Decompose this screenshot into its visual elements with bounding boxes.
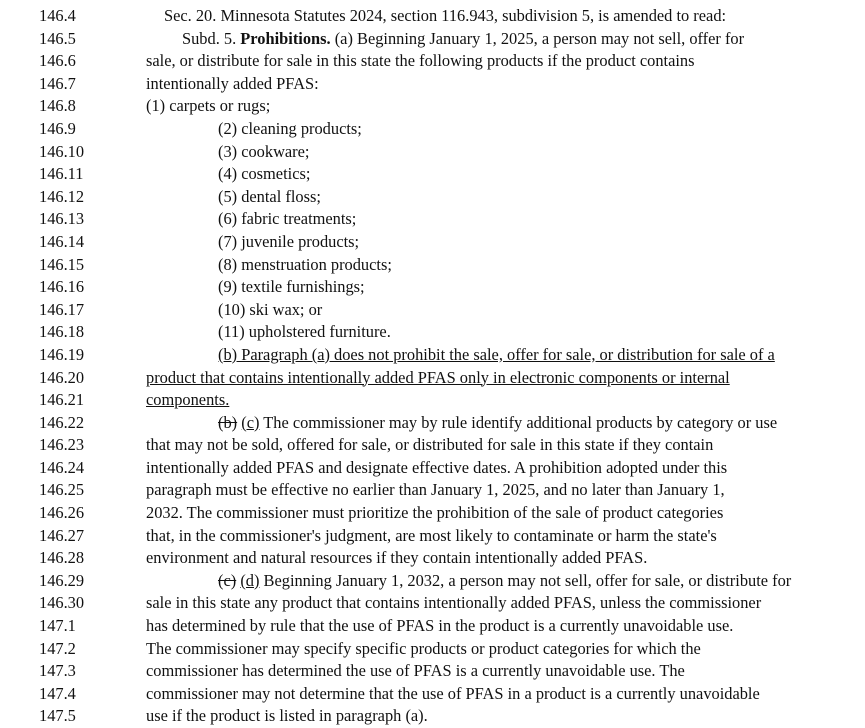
line-147-2 <box>0 638 865 661</box>
line-146-24 <box>0 457 865 480</box>
line-146-12 <box>0 186 865 209</box>
list-item: (7) juvenile products; <box>218 231 360 251</box>
inserted-text: (d) <box>240 570 260 590</box>
line-147-5 <box>0 705 865 728</box>
body-text: environment and natural resources if they contain intentionally added PFAS. <box>146 548 648 568</box>
line-146-20 <box>0 367 865 390</box>
line-146-7 <box>0 73 865 96</box>
line-number: 146.25 <box>39 480 85 500</box>
line-146-29 <box>0 570 865 593</box>
list-item: (4) cosmetics; <box>218 164 311 184</box>
body-text: The commissioner may specify specific products or product categories for which the <box>146 638 701 658</box>
line-146-5 <box>0 28 865 51</box>
line-146-22 <box>0 412 865 435</box>
line-number: 147.2 <box>39 638 76 658</box>
line-number: 146.5 <box>39 28 76 48</box>
body-text: that, in the commissioner's judgment, are most likely to contaminate or harm the state's <box>146 525 717 545</box>
line-146-18 <box>0 321 865 344</box>
line-146-4 <box>0 5 865 28</box>
line-number: 146.8 <box>39 96 76 116</box>
line-number: 146.14 <box>39 231 85 251</box>
line-147-1 <box>0 615 865 638</box>
inserted-text: product that contains intentionally added PFAS only in electronic components or internal <box>146 367 730 387</box>
line-number: 147.4 <box>39 683 76 703</box>
deleted-text: (b) <box>218 412 238 432</box>
list-item: (2) cleaning products; <box>218 118 362 138</box>
line-number: 146.6 <box>39 51 76 71</box>
body-text: commissioner may not determine that the use of PFAS in a product is a currently unavoidable <box>146 683 760 703</box>
line-146-6 <box>0 50 865 73</box>
body-text: sale, or distribute for sale in this state the following products if the product contains <box>146 51 695 71</box>
subdivision-title: Prohibitions. <box>240 28 331 48</box>
line-146-19 <box>0 344 865 367</box>
line-number: 146.17 <box>39 299 85 319</box>
line-146-26 <box>0 502 865 525</box>
line-number: 146.23 <box>39 435 85 455</box>
line-146-11 <box>0 163 865 186</box>
inserted-text: (b) Paragraph (a) does not prohibit the sale, offer for sale, or distribution for sale of a <box>218 344 775 364</box>
line-number: 146.13 <box>39 209 85 229</box>
line-146-10 <box>0 141 865 164</box>
line-146-16 <box>0 276 865 299</box>
list-item: (5) dental floss; <box>218 186 321 206</box>
body-text: that may not be sold, offered for sale, or distributed for sale in this state if they contain <box>146 435 714 455</box>
line-number: 146.26 <box>39 503 85 523</box>
line-number: 146.30 <box>39 593 85 613</box>
line-number: 147.5 <box>39 706 76 726</box>
line-146-14 <box>0 231 865 254</box>
line-number: 146.12 <box>39 186 85 206</box>
line-number: 146.20 <box>39 367 85 387</box>
body-text: commissioner has determined the use of PFAS is a currently unavoidable use. The <box>146 661 685 681</box>
line-146-8 <box>0 95 865 118</box>
line-number: 146.10 <box>39 141 85 161</box>
line-number: 147.1 <box>39 616 76 636</box>
body-text: 2032. The commissioner must prioritize the prohibition of the sale of product categories <box>146 503 724 523</box>
line-146-25 <box>0 479 865 502</box>
line-147-4 <box>0 683 865 706</box>
list-item: (8) menstruation products; <box>218 254 392 274</box>
line-146-15 <box>0 254 865 277</box>
list-item: (11) upholstered furniture. <box>218 322 391 342</box>
list-item: (10) ski wax; or <box>218 299 323 319</box>
body-text: has determined by rule that the use of PFAS in the product is a currently unavoidable use. <box>146 616 734 636</box>
line-number: 146.11 <box>39 164 84 184</box>
list-item: (6) fabric treatments; <box>218 209 357 229</box>
line-146-13 <box>0 208 865 231</box>
line-number: 146.29 <box>39 570 85 590</box>
list-item: (1) carpets or rugs; <box>146 96 271 116</box>
line-146-28 <box>0 547 865 570</box>
list-item: (3) cookware; <box>218 141 310 161</box>
line-146-9 <box>0 118 865 141</box>
section-heading: Sec. 20. Minnesota Statutes 2024, section 116.943, subdivision 5, is amended to read: <box>164 6 727 25</box>
line-number: 146.22 <box>39 412 85 432</box>
line-146-21 <box>0 389 865 412</box>
body-text: intentionally added PFAS: <box>146 73 319 93</box>
line-146-23 <box>0 434 865 457</box>
line-number: 146.15 <box>39 254 85 274</box>
inserted-text: components. <box>146 390 230 410</box>
inserted-text: (c) <box>241 412 260 432</box>
body-text: sale in this state any product that contains intentionally added PFAS, unless the commissioner <box>146 593 762 613</box>
line-number: 146.28 <box>39 548 85 568</box>
line-number: 146.21 <box>39 390 85 410</box>
body-text: intentionally added PFAS and designate effective dates. A prohibition adopted under this <box>146 457 728 477</box>
body-text: (c) (d) Beginning January 1, 2032, a person may not sell, offer for sale, or distribute for <box>218 570 792 590</box>
line-146-27 <box>0 525 865 548</box>
line-number: 146.9 <box>39 118 76 138</box>
line-number: 146.7 <box>39 73 76 93</box>
line-146-30 <box>0 592 865 615</box>
body-text: use if the product is listed in paragraph (a). <box>146 706 428 726</box>
line-number: 146.19 <box>39 344 85 364</box>
line-number: 146.24 <box>39 457 85 477</box>
line-number: 147.3 <box>39 661 76 681</box>
list-item: (9) textile furnishings; <box>218 277 365 297</box>
line-number: 146.18 <box>39 322 85 342</box>
body-text: paragraph must be effective no earlier than January 1, 2025, and no later than January 1, <box>146 480 725 500</box>
body-text: (b) (c) The commissioner may by rule identify additional products by category or use <box>218 412 778 432</box>
line-147-3 <box>0 660 865 683</box>
deleted-text: (c) <box>218 570 237 590</box>
line-number: 146.16 <box>39 277 85 297</box>
line-number: 146.27 <box>39 525 85 545</box>
subdivision-heading: Subd. 5. Prohibitions. (a) Beginning January 1, 2025, a person may not sell, offer for <box>182 28 745 48</box>
line-number: 146.4 <box>39 6 76 25</box>
line-146-17 <box>0 299 865 322</box>
